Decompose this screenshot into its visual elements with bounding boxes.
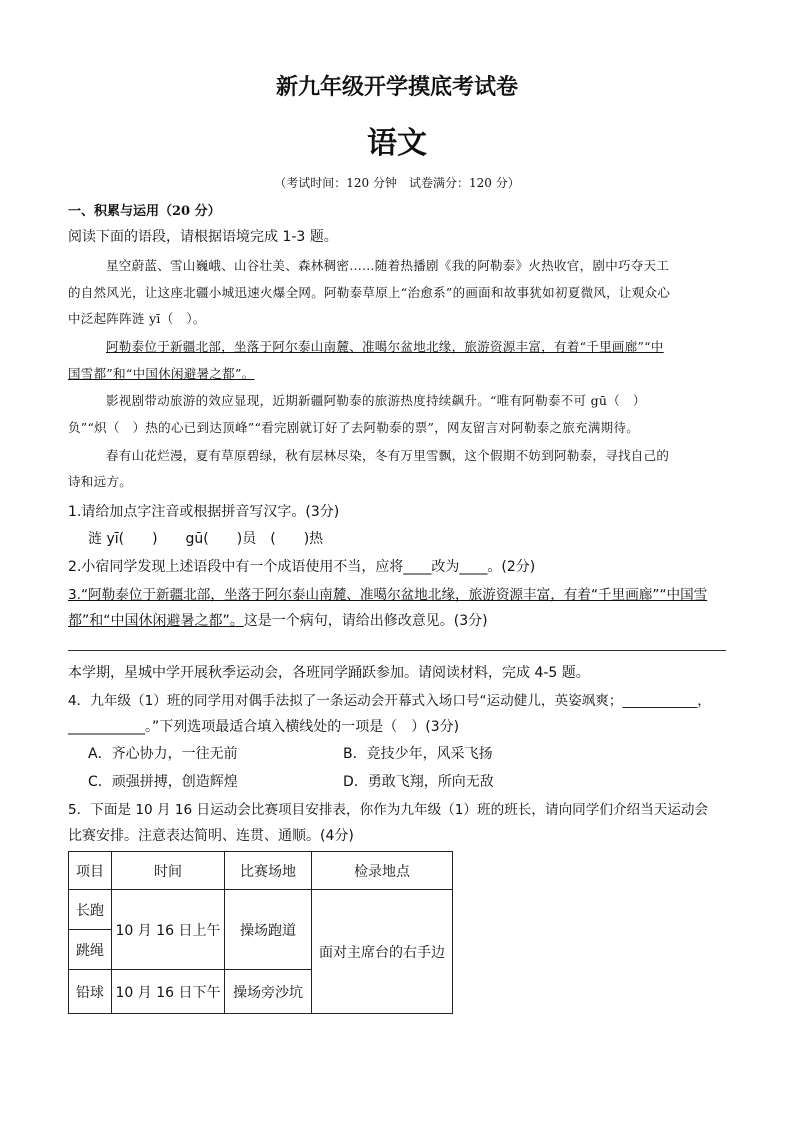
table-row <box>69 890 453 930</box>
question-3-prompt: 这是一个病句，请给出修改意见。(3分) <box>243 613 488 629</box>
passage-line-underlined: 阿勒泰位于新疆北部，坐落于阿尔泰山南麓、准噶尔盆地北缘，旅游资源丰富，有着“千里画廊”“中 <box>106 339 664 354</box>
question-5-line1: 5．下面是 10 月 16 日运动会比赛项目安排表，你作为九年级（1）班的班长，请向同学们介绍当天运动会 <box>68 802 709 818</box>
passage-line: 中泛起阵阵涟 yī（ ）。 <box>68 311 206 326</box>
paper-subject: 语文 <box>367 126 427 161</box>
question-1: 1.请给加点字注音或根据拼音写汉字。(3分) <box>68 504 340 520</box>
question-5-line2: 比赛安排。注意表达简明、连贯、通顺。(4分) <box>68 828 354 844</box>
question-1-blanks: 涟 yī( ) gū( )员 ( )热 <box>88 531 324 547</box>
table-cell-checkin: 面对主席台的右手边 <box>312 890 453 1014</box>
question-2: 2.小宿同学发现上述语段中有一个成语使用不当，应将____改为____。(2分) <box>68 559 536 575</box>
question-3-line1: 3.“阿勒泰位于新疆北部，坐落于阿尔泰山南麓、准噶尔盆地北缘，旅游资源丰富，有着“千里画廊”“中国雪 <box>68 587 708 603</box>
option-a: A．齐心协力，一往无前 <box>88 746 238 762</box>
table-cell-venue: 操场跑道 <box>225 890 312 970</box>
table-cell-item: 铅球 <box>69 970 112 1014</box>
question-3-underlined-text: 都”和“中国休闲避暑之都”。 <box>68 613 244 629</box>
option-b: B．竞技少年，风采飞扬 <box>343 746 493 762</box>
schedule-table <box>68 851 453 1014</box>
passage-line: 负”“炽（ ）热的心已到达顶峰”“看完剧就订好了去阿勒泰的票”，网友留言对阿勒泰之旅充满期待。 <box>68 420 640 435</box>
divider-line <box>68 650 726 651</box>
passage-line: 星空蔚蓝、雪山巍峨、山谷壮美、森林稠密……随着热播剧《我的阿勒泰》火热收官，剧中巧夺天工 <box>106 258 670 273</box>
table-header-cell: 比赛场地 <box>225 852 312 890</box>
table-header-row <box>69 852 453 890</box>
table-cell-item: 长跑 <box>69 890 112 930</box>
section2-intro: 本学期，星城中学开展秋季运动会，各班同学踊跃参加。请阅读材料，完成 4-5 题。 <box>68 665 590 681</box>
passage-line: 诗和远方。 <box>68 474 133 489</box>
option-d: D．勇敢飞翔，所向无敌 <box>343 774 494 790</box>
passage-line: 春有山花烂漫，夏有草原碧绿，秋有层林尽染，冬有万里雪飘，这个假期不妨到阿勒泰，寻找自己的 <box>106 448 670 463</box>
question-4-line1: 4．九年级（1）班的同学用对偶手法拟了一条运动会开幕式入场口号“运动健儿，英姿飒爽；___________， <box>68 693 711 709</box>
passage-line: 的自然风光，让这座北疆小城迅速火爆全网。阿勒泰草原上“治愈系”的画面和故事犹如初夏微风，让观众心 <box>68 285 671 300</box>
passage-line-underlined: 国雪都”和“中国休闲避暑之都”。 <box>68 366 255 381</box>
table-header-cell: 项目 <box>69 852 112 890</box>
passage-line: 影视剧带动旅游的效应显现，近期新疆阿勒泰的旅游热度持续飙升。“唯有阿勒泰不可 gū（ ） <box>106 393 646 408</box>
table-cell-venue: 操场旁沙坑 <box>225 970 312 1014</box>
table-cell-time: 10 月 16 日上午 <box>112 890 225 970</box>
table-header-cell: 时间 <box>112 852 225 890</box>
table-header-cell: 检录地点 <box>312 852 453 890</box>
passage-intro: 阅读下面的语段，请根据语境完成 1-3 题。 <box>68 229 338 245</box>
question-4-line2: ___________。”下列选项最适合填入横线处的一项是（ ）(3分) <box>68 719 460 735</box>
option-c: C．顽强拼搏，创造辉煌 <box>88 774 238 790</box>
paper-title: 新九年级开学摸底考试卷 <box>275 74 518 100</box>
table-cell-item: 跳绳 <box>69 930 112 970</box>
exam-info: （考试时间：120 分钟 试卷满分：120 分） <box>274 176 520 190</box>
table-cell-time: 10 月 16 日下午 <box>112 970 225 1014</box>
section-heading: 一、积累与运用（20 分） <box>68 204 221 219</box>
question-3-line2 <box>68 610 488 630</box>
